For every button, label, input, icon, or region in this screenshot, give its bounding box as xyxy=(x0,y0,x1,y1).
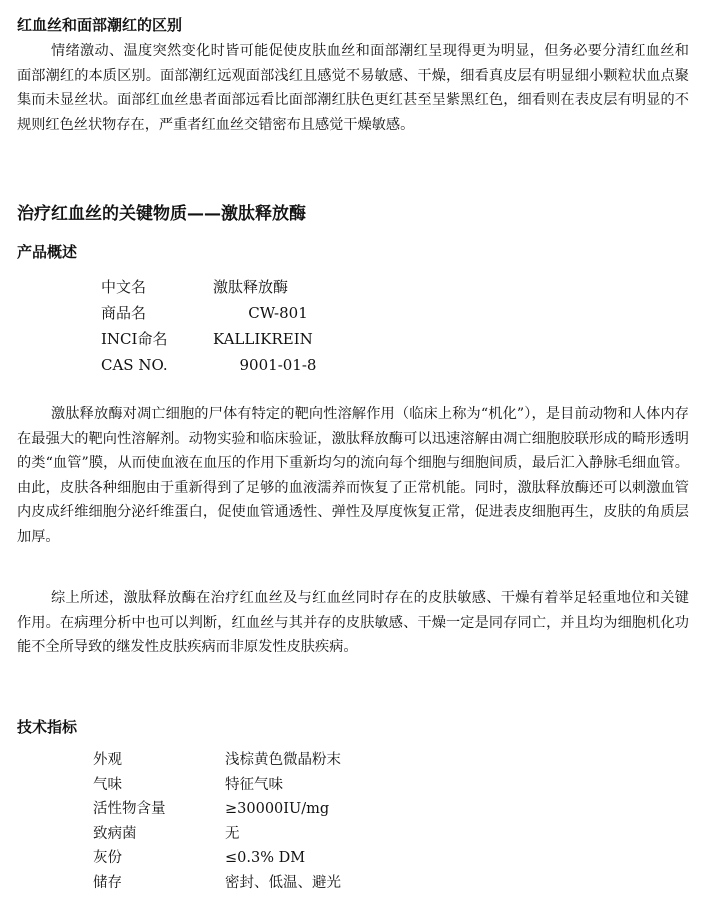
product-info-value: 激肽释放酶 xyxy=(213,278,289,296)
paragraph-redness-difference: 情绪激动、温度突然变化时皆可能促使皮肤血丝和面部潮红呈现得更为明显，但务必要分清红血丝和面部潮红的本质区别。面部潮红远观面部浅红且感觉不易敏感、干燥，细看真皮层有明显细小颗粒状血点聚集而未显丝状。面部红血丝患者面部远看比面部潮红肤色更红甚至呈紫黑红色，细看则在表皮层有明显的不规则红色丝状物存在，严重者红血丝交错密布且感觉干燥敏感。 xyxy=(17,43,689,133)
specs-row xyxy=(93,748,341,773)
product-info-key: CAS NO. xyxy=(101,356,168,374)
specs-value: 密封、低温、避光 xyxy=(225,874,341,891)
specs-key: 灰份 xyxy=(93,850,122,866)
section-title-redness-difference: 红血丝和面部潮红的区别 xyxy=(17,16,183,34)
specs-title: 技术指标 xyxy=(17,718,78,736)
product-info-table xyxy=(101,274,343,378)
specs-key: 气味 xyxy=(93,776,122,793)
specs-row xyxy=(93,773,341,798)
product-info-row xyxy=(101,300,343,326)
product-info-key: 中文名 xyxy=(101,278,147,296)
specs-value: 特征气味 xyxy=(225,776,283,793)
specs-row xyxy=(93,797,341,822)
section-title-kallikrein: 治疗红血丝的关键物质——激肽释放酶 xyxy=(17,204,306,224)
product-info-value: KALLIKREIN xyxy=(213,330,313,348)
specs-key: 致病菌 xyxy=(93,825,137,842)
specs-key: 活性物含量 xyxy=(93,801,166,817)
specs-row xyxy=(93,846,341,871)
product-info-row xyxy=(101,326,343,352)
specs-value: 浅棕黄色微晶粉末 xyxy=(225,752,341,768)
paragraph-kallikrein-summary: 综上所述，激肽释放酶在治疗红血丝及与红血丝同时存在的皮肤敏感、干燥有着举足轻重地位和关键作用。在病理分析中也可以判断，红血丝与其并存的皮肤敏感、干燥一定是同存同亡，并且均为细胞机化功能不全所导致的继发性皮肤疾病而非原发性皮肤疾病。 xyxy=(17,590,689,656)
specs-value: 无 xyxy=(225,825,240,842)
specs-table xyxy=(93,748,341,895)
product-info-key: INCI命名 xyxy=(101,330,168,348)
specs-row xyxy=(93,871,341,896)
specs-key: 外观 xyxy=(93,752,122,768)
paragraph-kallikrein-mechanism: 激肽释放酶对凋亡细胞的尸体有特定的靶向性溶解作用（临床上称为“机化”），是目前动物和人体内存在最强大的靶向性溶解剂。动物实验和临床验证，激肽释放酶可以迅速溶解由凋亡细胞胶联形成的畸形透明的类“血管”膜，从而使血液在血压的作用下重新均匀的流向每个细胞与细胞间质，最后汇入静脉毛细血管。由此，皮肤各种细胞由于重新得到了足够的血液濡养而恢复了正常机能。同时，激肽释放酶还可以刺激血管内皮成纤维细胞分泌纤维蛋白，促使血管通透性、弹性及厚度恢复正常，促进表皮细胞再生，皮肤的角质层加厚。 xyxy=(17,406,689,545)
specs-value: ≤0.3% DM xyxy=(225,850,306,866)
specs-key: 储存 xyxy=(93,874,122,891)
product-info-row xyxy=(101,352,343,378)
product-info-value: CW-801 xyxy=(248,304,308,322)
product-info-row xyxy=(101,274,343,300)
specs-row xyxy=(93,822,341,847)
specs-value: ≥30000IU/mg xyxy=(225,801,330,817)
product-info-key: 商品名 xyxy=(101,304,147,322)
product-info-value: 9001-01-8 xyxy=(239,356,317,374)
overview-title: 产品概述 xyxy=(17,243,78,261)
